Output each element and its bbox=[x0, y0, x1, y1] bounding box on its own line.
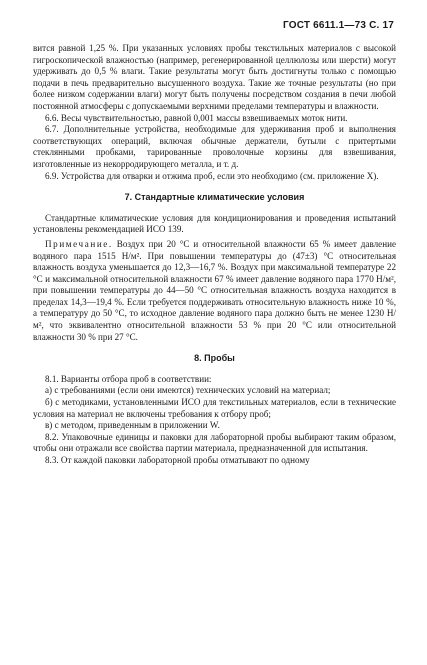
section-heading-7: 7. Стандартные климатические условия bbox=[124, 192, 305, 203]
paragraph-6-7: 6.7. Дополнительные устройства, необходимые для удерживания проб и выполнения соответствующих операций, включая обычные держатели, бутыли с притертыми стеклянными пробками, тарированные проволочные корзины для взвешивания, изготовленные из некорродирующего металла, и т. д. bbox=[33, 124, 396, 169]
paragraph-6-9: 6.9. Устройства для отварки и отжима проб, если это необходимо (см. приложение X). bbox=[45, 170, 379, 181]
paragraph-8-3: 8.3. От каждой паковки лабораторной пробы отматывают по одному bbox=[45, 455, 310, 465]
note-label: Примечание. bbox=[45, 238, 113, 249]
paragraph-7: Стандартные климатические условия для кондиционирования и проведения испытаний установлены рекомендацией ИСО 139. bbox=[33, 212, 396, 235]
paragraph-8-1: 8.1. Варианты отбора проб в соответствии: bbox=[45, 373, 212, 384]
note-paragraph bbox=[33, 239, 396, 343]
page-header: ГОСТ 6611.1—73 С. 17 bbox=[282, 20, 394, 31]
paragraph-continuation: вится равной 1,25 %. При указанных условиях пробы текстильных материалов с высокой гигроскопической влажностью (например, регенерированной целлюлозы или шерсти) могут удерживать до 0,5 % влаги. Такие результаты могут быть достигнуты только с помощью подачи в печь предварительно высушенного воздуха. Такие же точные результаты (но при более низком содержании влаги) могут быть получены посредством создания в печи любой постоянной атмосферы с допускаемыми верхними пределами температуры и влажности. bbox=[33, 43, 396, 111]
list-item-b: б) с методиками, установленными ИСО для текстильных материалов, если в технические условия на материал не включены требования к отбору проб; bbox=[33, 397, 396, 419]
list-item-a: а) с требованиями (если они имеются) технических условий на материал; bbox=[45, 385, 331, 396]
document-body bbox=[33, 43, 396, 467]
note-text: Воздух при 20 °С и относительной влажности 65 % имеет давление водяного пара 1515 Н/м². При повышении температуры до (47±3) °С относительная влажность воздуха уменьшается до 12,3—16,7 %. Воздух при максимальной температуре 22 °С и максимальной относительной влажности 67 % имеет давление водяного пара 1770 Н/м², при повышении температуры до 44—50 °С относительная влажность воздуха находится в пределах 14,3—19,4 %. Если требуется поддерживать относительную влажность ниже 10 %, а температуру до 50 °С, то исходное давление водяного пара должно быть не менее 1230 Н/м², что эквивалентно относительной влажности 53 % при 20 °С или относительной влажности 30 % при 27 °С. bbox=[33, 238, 396, 342]
list-item-c: в) с методом, приведенным в приложении W. bbox=[45, 420, 220, 431]
section-heading-8: 8. Пробы bbox=[194, 353, 235, 364]
paragraph-6-6: 6.6. Весы чувствительностью, равной 0,001 массы взвешиваемых моток нити. bbox=[45, 112, 348, 123]
paragraph-8-2: 8.2. Упаковочные единицы и паковки для лабораторной пробы выбирают таким образом, чтобы они отражали все свойства партии материала, предназначенной для испытания. bbox=[33, 431, 396, 454]
